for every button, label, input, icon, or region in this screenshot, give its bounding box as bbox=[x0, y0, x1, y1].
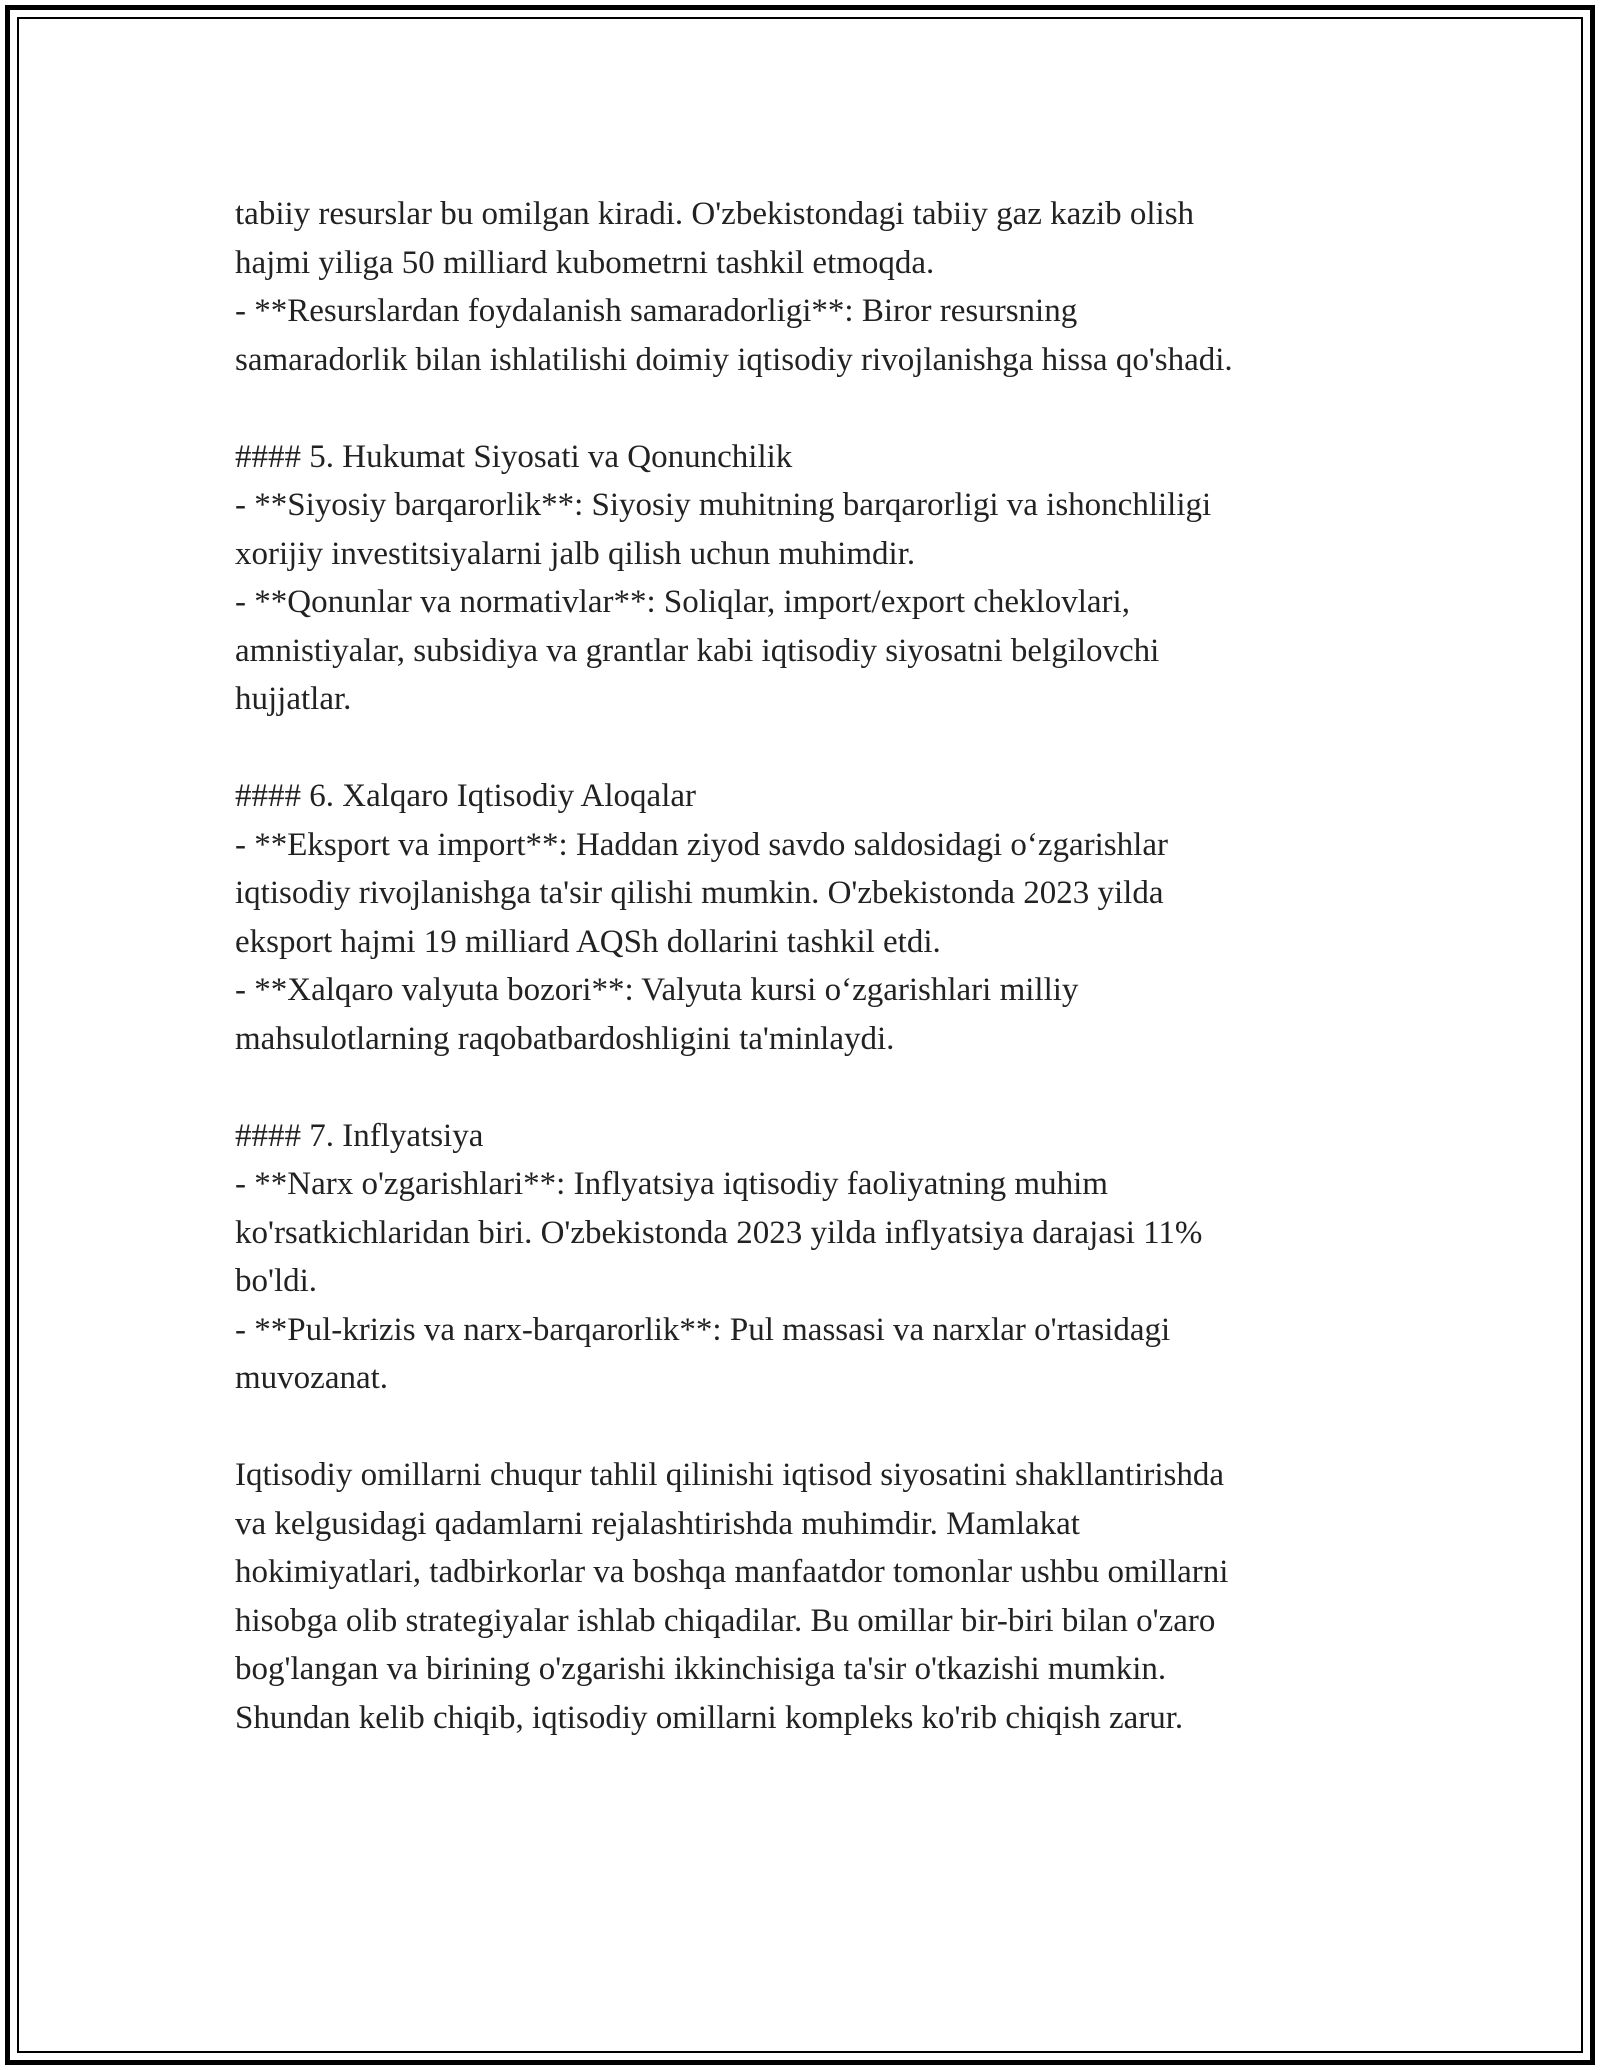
section-heading: #### 7. Inflyatsiya bbox=[235, 1117, 484, 1154]
bullet-line: - **Qonunlar va normativlar**: Soliqlar, import/export cheklovlari, bbox=[235, 584, 1130, 620]
text-line: hokimiyatlari, tadbirkorlar va boshqa manfaatdor tomonlar ushbu omillarni bbox=[235, 1554, 1229, 1590]
paragraph-gap bbox=[235, 724, 1365, 773]
text-line: va kelgusidagi qadamlarni rejalashtirishda muhimdir. Mamlakat bbox=[235, 1505, 1080, 1542]
bullet-line: - **Siyosiy barqarorlik**: Siyosiy muhitning barqarorligi va ishonchliligi bbox=[235, 487, 1212, 523]
text-line: muvozanat. bbox=[235, 1360, 389, 1396]
text-line: xorijiy investitsiyalarni jalb qilish uchun muhimdir. bbox=[235, 535, 916, 572]
text-line: hujjatlar. bbox=[235, 681, 352, 717]
section-heading: #### 5. Hukumat Siyosati va Qonunchilik bbox=[235, 438, 793, 475]
bullet-line: - **Resurslardan foydalanish samaradorligi**: Biror resursning bbox=[235, 293, 1078, 329]
section-7 bbox=[235, 1112, 1365, 1403]
text-line: iqtisodiy rivojlanishga ta'sir qilishi mumkin. O'zbekistonda 2023 yilda bbox=[235, 875, 1164, 911]
bullet-line: - **Eksport va import**: Haddan ziyod savdo saldosidagi o‘zgarishlar bbox=[235, 826, 1168, 863]
section-5 bbox=[235, 433, 1365, 724]
paragraph-gap bbox=[235, 384, 1365, 433]
conclusion-paragraph bbox=[235, 1451, 1365, 1742]
text-line: eksport hajmi 19 milliard AQSh dollarini tashkil etdi. bbox=[235, 923, 941, 960]
paragraph-gap bbox=[235, 1063, 1365, 1112]
text-line: amnistiyalar, subsidiya va grantlar kabi iqtisodiy siyosatni belgilovchi bbox=[235, 632, 1160, 669]
section-resources bbox=[235, 190, 1365, 384]
text-line: mahsulotlarning raqobatbardoshligini ta'minlaydi. bbox=[235, 1020, 895, 1057]
paragraph-gap bbox=[235, 1403, 1365, 1452]
text-line: Shundan kelib chiqib, iqtisodiy omillarni kompleks ko'rib chiqish zarur. bbox=[235, 1699, 1184, 1736]
text-line: ko'rsatkichlaridan biri. O'zbekistonda 2023 yilda inflyatsiya darajasi 11% bbox=[235, 1214, 1203, 1251]
text-line: bo'ldi. bbox=[235, 1263, 318, 1299]
text-line: Iqtisodiy omillarni chuqur tahlil qilinishi iqtisod siyosatini shakllantirishda bbox=[235, 1457, 1225, 1493]
bullet-line: - **Narx o'zgarishlari**: Inflyatsiya iqtisodiy faoliyatning muhim bbox=[235, 1166, 1108, 1202]
text-line: hisobga olib strategiyalar ishlab chiqadilar. Bu omillar bir-biri bilan o'zaro bbox=[235, 1602, 1216, 1639]
section-heading: #### 6. Xalqaro Iqtisodiy Aloqalar bbox=[235, 778, 697, 814]
bullet-line: - **Xalqaro valyuta bozori**: Valyuta kursi o‘zgarishlari milliy bbox=[235, 972, 1079, 1008]
document-body bbox=[235, 190, 1365, 1742]
section-6 bbox=[235, 772, 1365, 1063]
bullet-line: - **Pul-krizis va narx-barqarorlik**: Pul massasi va narxlar o'rtasidagi bbox=[235, 1311, 1171, 1348]
text-line: samaradorlik bilan ishlatilishi doimiy iqtisodiy rivojlanishga hissa qo'shadi. bbox=[235, 341, 1233, 378]
text-line: bog'langan va birining o'zgarishi ikkinchisiga ta'sir o'tkazishi mumkin. bbox=[235, 1651, 1167, 1687]
text-line: tabiiy resurslar bu omilgan kiradi. O'zbekistondagi tabiiy gaz kazib olish bbox=[235, 196, 1195, 232]
text-line: hajmi yiliga 50 milliard kubometrni tashkil etmoqda. bbox=[235, 244, 935, 281]
